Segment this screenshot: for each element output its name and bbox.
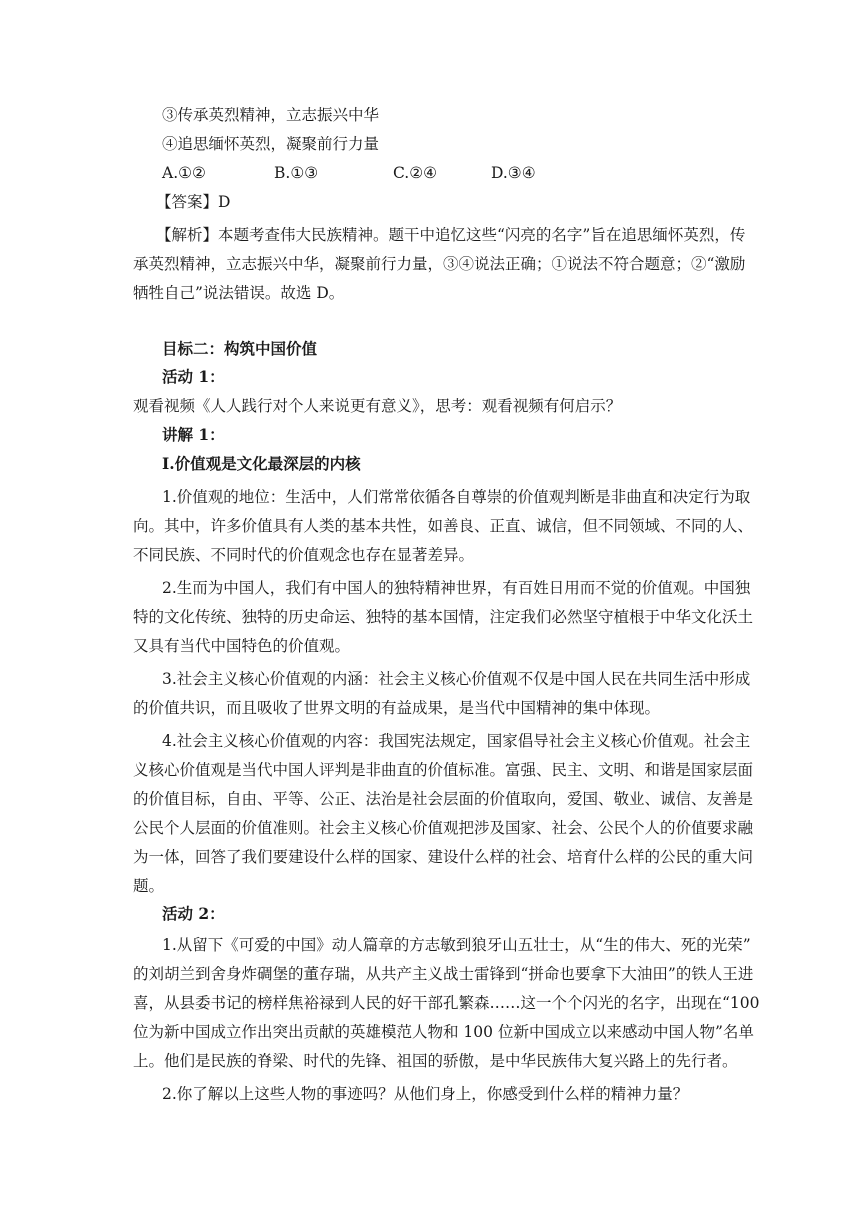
option-c: C.②④ [393,164,438,182]
paragraph-line: 题。 [133,877,165,895]
option-b: B.①③ [274,164,319,182]
paragraph-line: 2.你了解以上这些人物的事迹吗？从他们身上，你感受到什么样的精神力量？ [162,1085,689,1103]
paragraph-line: 的价值共识，而且吸收了世界文明的有益成果，是当代中国精神的集中体现。 [133,699,661,717]
activity-1-label: 活动 1： [162,367,225,386]
option-d: D.③④ [491,164,536,182]
paragraph-line: 3.社会主义核心价值观的内涵：社会主义核心价值观不仅是中国人民在共同生活中形成 [162,670,751,688]
paragraph-line: 位为新中国成立作出突出贡献的英雄模范人物和 100 位新中国成立以来感动中国人物”名单 [133,1023,754,1041]
paragraph-line: 义核心价值观是当代中国人评判是非曲直的价值标准。富强、民主、文明、和谐是国家层面 [133,761,754,779]
analysis-line: 牺牲自己”说法错误。故选 D。 [133,284,345,302]
paragraph-line: 1.从留下《可爱的中国》动人篇章的方志敏到狼牙山五壮士，从“生的伟大、死的光荣” [162,936,751,954]
paragraph-line: 喜，从县委书记的榜样焦裕禄到人民的好干部孔繁森……这一个个闪光的名字，出现在“100 [133,994,760,1012]
analysis-line: 承英烈精神，立志振兴中华，凝聚前行力量，③④说法正确；①说法不符合题意；②“激励 [133,255,746,273]
paragraph-line: 又具有当代中国特色的价值观。 [133,637,351,655]
paragraph-line: 向。其中，许多价值具有人类的基本共性，如善良、正直、诚信，但不同领域、不同的人、 [133,517,754,535]
answer-line: 【答案】D [156,193,231,211]
paragraph-line: 上。他们是民族的脊梁、时代的先锋、祖国的骄傲，是中华民族伟大复兴路上的先行者。 [133,1052,738,1070]
paragraph-line: 特的文化传统、独特的历史命运、独特的基本国情，注定我们必然坚守植根于中华文化沃土 [133,608,754,626]
section-title: Ⅰ.价值观是文化最深层的内核 [162,454,361,473]
choice-item-3: ③传承英烈精神，立志振兴中华 [162,106,380,124]
paragraph-line: 为一体，回答了我们要建设什么样的国家、建设什么样的社会、培育什么样的公民的重大问 [133,848,754,866]
goal-heading: 目标二：构筑中国价值 [162,339,318,358]
paragraph-line: 不同民族、不同时代的价值观念也存在显著差异。 [133,546,475,564]
activity-1-text: 观看视频《人人践行对个人来说更有意义》，思考：观看视频有何启示？ [133,397,622,415]
option-a: A.①② [162,164,206,182]
paragraph-line: 4.社会主义核心价值观的内容：我国宪法规定，国家倡导社会主义核心价值观。社会主 [162,732,751,750]
lecture-1-label: 讲解 1： [162,425,225,444]
paragraph-line: 的刘胡兰到舍身炸碉堡的董存瑞，从共产主义战士雷锋到“拼命也要拿下大油田”的铁人王进 [133,965,754,983]
paragraph-line: 2.生而为中国人，我们有中国人的独特精神世界，有百姓日用而不觉的价值观。中国独 [162,579,751,597]
paragraph-line: 1.价值观的地位：生活中，人们常常依循各自尊崇的价值观判断是非曲直和决定行为取 [162,488,751,506]
analysis-line: 【解析】本题考查伟大民族精神。题干中追忆这些“闪亮的名字”旨在追思缅怀英烈，传 [156,226,746,244]
choice-item-4: ④追思缅怀英烈，凝聚前行力量 [162,135,380,153]
paragraph-line: 的价值目标，自由、平等、公正、法治是社会层面的价值取向，爱国、敬业、诚信、友善是 [133,790,754,808]
activity-2-label: 活动 2： [162,904,225,923]
paragraph-line: 公民个人层面的价值准则。社会主义核心价值观把涉及国家、社会、公民个人的价值要求融 [133,819,754,837]
